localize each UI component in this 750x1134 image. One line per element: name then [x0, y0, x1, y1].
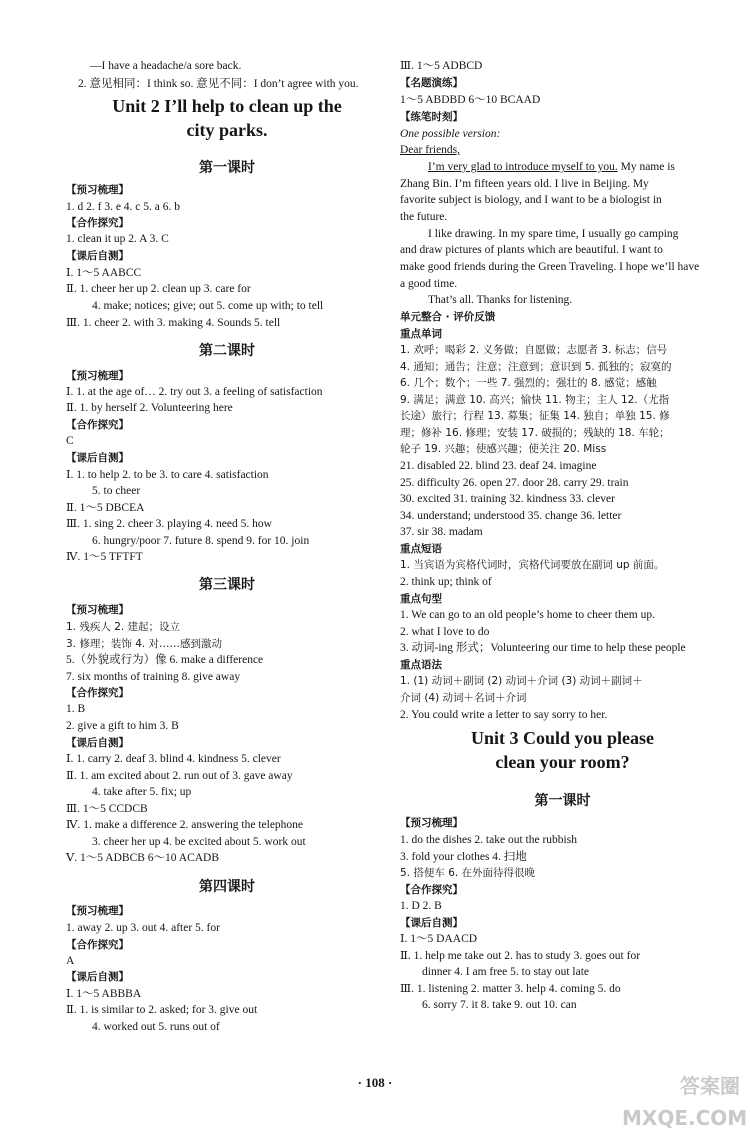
- answer-line: 1. B: [66, 703, 86, 715]
- lesson-heading: 第四课时: [199, 879, 255, 895]
- answer-line: Ⅳ. 1. make a difference 2. answering the telephone: [66, 819, 304, 831]
- answer-line: Ⅴ. 1～5 ADBCB 6～10 ACADB: [66, 852, 220, 864]
- answer-line: 介词 (4) 动词＋名词＋介词: [400, 692, 527, 704]
- watermark-logo: 答案圈 MXQE.COM: [622, 1074, 748, 1130]
- letter-line: make good friends during the Green Traveling. I hope we’ll have: [400, 261, 700, 273]
- answer-line: 37. sir 38. madam: [400, 526, 483, 538]
- answer-line: 2. what I love to do: [400, 626, 490, 638]
- answer-line: Ⅱ. 1. by herself 2. Volunteering here: [66, 402, 233, 414]
- answer-line: Ⅱ. 1～5 DBCEA: [66, 502, 145, 514]
- answer-line: 5. 搭便车 6. 在外面待得很晚: [400, 867, 536, 879]
- answer-line: 5. to cheer: [92, 485, 141, 497]
- answer-line: 3. 修理；装饰 4. 对……感到激动: [66, 638, 223, 650]
- answer-line: Ⅲ. 1. listening 2. matter 3. help 4. coming 5. do: [400, 983, 621, 995]
- letter-line: I like drawing. In my spare time, I usually go camping: [428, 228, 679, 240]
- answer-line: 1. 残疾人 2. 建起；设立: [66, 621, 181, 633]
- answer-line: 1. away 2. up 3. out 4. after 5. for: [66, 922, 220, 934]
- lesson-heading: 第三课时: [199, 577, 255, 593]
- answer-line: 1. D 2. B: [400, 900, 442, 912]
- answer-line: 2. You could write a letter to say sorry to her.: [400, 709, 608, 721]
- answer-line: 5.（外貌或行为）像 6. make a difference: [66, 654, 264, 666]
- section-tag: 重点单词: [400, 328, 442, 340]
- section-tag: 【课后自测】: [66, 971, 129, 983]
- answer-line: Ⅰ. 1. to help 2. to be 3. to care 4. satisfaction: [66, 469, 269, 481]
- lesson-heading: 第一课时: [534, 793, 591, 809]
- answer-line: 1. d 2. f 3. e 4. c 5. a 6. b: [66, 201, 181, 213]
- letter-line: That’s all. Thanks for listening.: [428, 294, 573, 306]
- answer-line: Ⅱ. 1. am excited about 2. run out of 3. gave away: [66, 770, 293, 782]
- answer-line: 4. make; notices; give; out 5. come up with; to tell: [92, 300, 324, 312]
- answer-line: 4. take after 5. fix; up: [92, 786, 192, 798]
- answer-line: 30. excited 31. training 32. kindness 33. clever: [400, 493, 615, 505]
- unit-title: city parks.: [186, 120, 268, 140]
- answer-line: 25. difficulty 26. open 27. door 28. carry 29. train: [400, 477, 629, 489]
- answer-line: Ⅰ. 1. carry 2. deaf 3. blind 4. kindness 5. clever: [66, 753, 281, 765]
- section-tag: 重点语法: [400, 659, 442, 671]
- lesson-heading: 第一课时: [199, 160, 255, 176]
- answer-line: 7. six months of training 8. give away: [66, 671, 241, 683]
- section-tag: 【合作探究】: [66, 939, 129, 951]
- text-line: One possible version:: [400, 128, 501, 140]
- answer-line: dinner 4. I am free 5. to stay out late: [422, 966, 590, 978]
- answer-line: A: [66, 955, 75, 967]
- section-tag: 【课后自测】: [66, 452, 129, 464]
- answer-line: Ⅱ. 1. cheer her up 2. clean up 3. care for: [66, 283, 251, 295]
- answer-line: C: [66, 435, 74, 447]
- text-line: 2. 意见相同：I think so. 意见不同：I don’t agree with you.: [78, 78, 359, 90]
- answer-line: 3. cheer her up 4. be excited about 5. work out: [92, 836, 306, 848]
- letter-line: [428, 160, 675, 174]
- letter-line: the future.: [400, 211, 448, 223]
- letter-line: and draw pictures of plants which are beautiful. I want to: [400, 244, 663, 256]
- answer-line: 21. disabled 22. blind 23. deaf 24. imagine: [400, 460, 597, 472]
- answer-line: 2. think up; think of: [400, 576, 492, 588]
- section-tag: 【预习梳理】: [66, 905, 129, 917]
- letter-line: favorite subject is biology, and I want to be a biologist in: [400, 194, 662, 206]
- answer-line: 1. 当宾语为宾格代词时，宾格代词要放在副词 up 前面。: [400, 559, 665, 571]
- section-tag: 【合作探究】: [66, 217, 129, 229]
- answer-line: Ⅰ. 1. at the age of… 2. try out 3. a feeling of satisfaction: [66, 386, 323, 398]
- answer-line: 1. do the dishes 2. take out the rubbish: [400, 834, 577, 846]
- answer-line: Ⅰ. 1～5 AABCC: [66, 267, 142, 279]
- answer-line: Ⅲ. 1～5 ADBCD: [400, 60, 483, 72]
- answer-line: 1. clean it up 2. A 3. C: [66, 233, 169, 245]
- letter-line: a good time.: [400, 278, 458, 290]
- section-tag: 【预习梳理】: [66, 370, 129, 382]
- answer-line: Ⅲ. 1～5 CCDCB: [66, 803, 148, 815]
- answer-line: Ⅲ. 1. cheer 2. with 3. making 4. Sounds 5. tell: [66, 317, 281, 329]
- answer-line: Ⅰ. 1～5 ABBBA: [66, 988, 142, 1000]
- section-heading: 单元整合 · 评价反馈: [400, 311, 496, 323]
- answer-line: 1～5 ABDBD 6～10 BCAAD: [400, 94, 541, 106]
- section-tag: 【预习梳理】: [66, 184, 129, 196]
- answer-line: 34. understand; understood 35. change 36. letter: [400, 510, 622, 522]
- section-tag: 【课后自测】: [66, 250, 129, 262]
- unit-title: Unit 3 Could you please: [470, 728, 655, 748]
- answer-line: 6. hungry/poor 7. future 8. spend 9. for 10. join: [92, 535, 310, 547]
- answer-line: 2. give a gift to him 3. B: [66, 720, 179, 732]
- answer-line: Ⅰ. 1～5 DAACD: [400, 933, 478, 945]
- answer-line: Ⅳ. 1～5 TFTFT: [66, 551, 143, 563]
- answer-line: 4. worked out 5. runs out of: [92, 1021, 220, 1033]
- answer-line: 4. 通知；通告；注意；注意到；意识到 5. 孤独的；寂寞的: [400, 361, 672, 373]
- section-tag: 【合作探究】: [66, 687, 129, 699]
- answer-line: 长途）旅行；行程 13. 募集；征集 14. 独自；单独 15. 修: [400, 410, 670, 422]
- section-tag: 【预习梳理】: [400, 817, 463, 829]
- text-line: —I have a headache/a sore back.: [90, 60, 242, 72]
- section-tag: 【课后自测】: [400, 917, 463, 929]
- answer-line: 3. 动词-ing 形式；Volunteering our time to help these people: [400, 642, 686, 654]
- answer-line: 6. sorry 7. it 8. take 9. out 10. can: [422, 999, 577, 1011]
- section-tag: 重点句型: [400, 593, 442, 605]
- answer-line: 理；修补 16. 修理；安装 17. 破损的；残缺的 18. 车轮；: [400, 427, 670, 439]
- letter-line: Zhang Bin. I’m fifteen years old. I live in Beijing. My: [400, 178, 649, 190]
- answer-line: Ⅱ. 1. is similar to 2. asked; for 3. give out: [66, 1004, 258, 1016]
- section-tag: 【预习梳理】: [66, 604, 129, 616]
- lesson-heading: 第二课时: [199, 343, 255, 359]
- text-span: My name is: [617, 161, 675, 173]
- answer-line: Ⅱ. 1. help me take out 2. has to study 3. goes out for: [400, 950, 641, 962]
- section-tag: 【练笔时刻】: [400, 111, 463, 123]
- unit-title: Unit 2 I’ll help to clean up the: [112, 96, 342, 116]
- section-tag: 【合作探究】: [400, 884, 463, 896]
- page-number: · 108 ·: [357, 1075, 393, 1090]
- unit-title: clean your room?: [495, 752, 630, 772]
- section-tag: 【名题演练】: [400, 77, 463, 89]
- underlined-sentence: I’m very glad to introduce myself to you.: [428, 161, 618, 173]
- letter-salutation: Dear friends,: [400, 144, 461, 156]
- section-tag: 【课后自测】: [66, 737, 129, 749]
- answer-line: 6. 几个；数个；一些 7. 强烈的；强壮的 8. 感觉；感触: [400, 377, 657, 389]
- section-tag: 【合作探究】: [66, 419, 129, 431]
- answer-line: 1. 欢呼；喝彩 2. 义务做；自愿做；志愿者 3. 标志；信号: [400, 344, 668, 356]
- answer-line: 1. We can go to an old people’s home to cheer them up.: [400, 609, 655, 621]
- answer-line: 轮子 19. 兴趣；使感兴趣；使关注 20. Miss: [400, 443, 607, 455]
- answer-line: Ⅲ. 1. sing 2. cheer 3. playing 4. need 5. how: [66, 518, 272, 530]
- answer-line: 1. (1) 动词＋副词 (2) 动词＋介词 (3) 动词＋副词＋: [400, 675, 643, 687]
- section-tag: 重点短语: [400, 543, 442, 555]
- answer-line: 3. fold your clothes 4. 扫地: [400, 851, 527, 863]
- answer-line: 9. 满足；满意 10. 高兴；愉快 11. 物主；主人 12.（尤指: [400, 394, 670, 406]
